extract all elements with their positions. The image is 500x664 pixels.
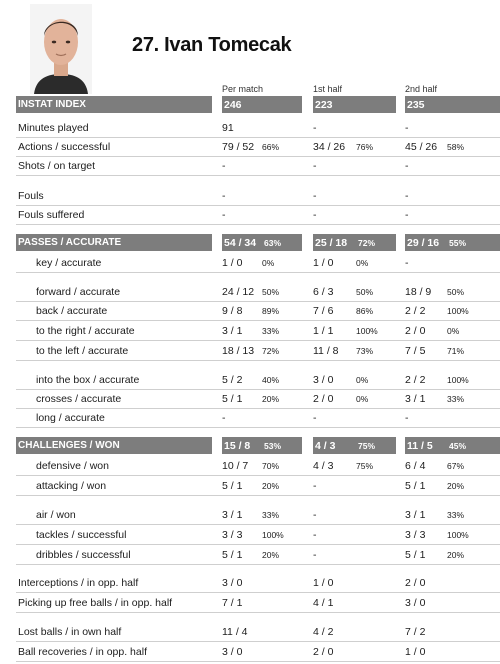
- stat-percent: 100%: [447, 375, 469, 385]
- stat-value: -: [313, 412, 317, 424]
- stat-percent: 72%: [358, 238, 376, 248]
- stat-value: -: [222, 160, 226, 172]
- stat-value: 2 / 0: [313, 393, 334, 405]
- stat-percent: 75%: [356, 461, 374, 471]
- column-header-first-half: 1st half: [313, 84, 343, 94]
- stat-value: 1 / 0: [405, 646, 426, 658]
- section-header-row: [16, 437, 500, 455]
- row-divider: [16, 524, 500, 525]
- stat-value: 2 / 2: [405, 374, 426, 386]
- stat-value: 235: [407, 99, 425, 111]
- row-divider: [16, 320, 500, 321]
- stat-value: -: [405, 209, 409, 221]
- stat-value: 18 / 9: [405, 286, 432, 298]
- stat-percent: 75%: [358, 441, 376, 451]
- stat-label: Lost balls / in own half: [18, 626, 122, 638]
- stat-value: -: [222, 190, 226, 202]
- stat-label: Actions / successful: [18, 141, 111, 153]
- stat-value: -: [313, 160, 317, 172]
- stat-percent: 89%: [262, 306, 280, 316]
- stat-label: Minutes played: [18, 122, 89, 134]
- stat-value: 6 / 4: [405, 460, 426, 472]
- stat-percent: 100%: [447, 530, 469, 540]
- stat-percent: 76%: [356, 142, 374, 152]
- stat-value: 24 / 12: [222, 286, 255, 298]
- stat-percent: 50%: [262, 287, 280, 297]
- stat-percent: 0%: [356, 258, 369, 268]
- stat-value: -: [405, 257, 409, 269]
- stat-value: 2 / 0: [313, 646, 334, 658]
- stat-value: 1 / 1: [313, 325, 334, 337]
- stat-percent: 63%: [264, 238, 282, 248]
- stat-percent: 50%: [356, 287, 374, 297]
- stat-percent: 20%: [262, 394, 280, 404]
- row-divider: [16, 612, 500, 613]
- stat-value: 1 / 0: [313, 577, 334, 589]
- column-header-second-half: 2nd half: [405, 84, 438, 94]
- stat-label: Fouls: [18, 190, 44, 202]
- stat-value: 45 / 26: [405, 141, 438, 153]
- row-divider: [16, 475, 500, 476]
- stat-label: Shots / on target: [18, 160, 96, 172]
- stat-value: 29 / 16: [407, 237, 440, 249]
- stat-value: 223: [315, 99, 333, 111]
- stat-percent: 73%: [356, 346, 374, 356]
- stat-value: 91: [222, 122, 234, 134]
- stat-value: 3 / 0: [222, 646, 243, 658]
- stat-percent: 100%: [447, 306, 469, 316]
- stat-percent: 70%: [262, 461, 280, 471]
- stat-row: [16, 390, 500, 408]
- stat-row: [16, 574, 500, 592]
- stat-label: to the left / accurate: [36, 345, 129, 357]
- stat-label: PASSES / ACCURATE: [18, 237, 122, 248]
- stat-label: back / accurate: [36, 305, 108, 317]
- stat-label: Picking up free balls / in opp. half: [18, 597, 173, 609]
- stat-value: 3 / 3: [222, 529, 243, 541]
- stat-percent: 72%: [262, 346, 280, 356]
- stat-value: 25 / 18: [315, 237, 348, 249]
- stat-value: 11 / 5: [407, 440, 433, 452]
- stat-label: Interceptions / in opp. half: [18, 577, 139, 589]
- stat-value: 4 / 3: [315, 440, 336, 452]
- stat-value: 7 / 5: [405, 345, 426, 357]
- row-divider: [16, 360, 500, 361]
- stat-label: into the box / accurate: [36, 374, 140, 386]
- stat-value: 246: [224, 99, 242, 111]
- stat-label: tackles / successful: [36, 529, 127, 541]
- stat-value: 1 / 0: [313, 257, 334, 269]
- stat-value: 3 / 0: [313, 374, 334, 386]
- row-divider: [16, 661, 500, 662]
- stat-row: [16, 526, 500, 544]
- stat-value: -: [405, 160, 409, 172]
- column-header-per-match: Per match: [222, 84, 264, 94]
- stat-percent: 33%: [447, 394, 465, 404]
- row-divider: [16, 427, 500, 428]
- section-header-row: [16, 234, 500, 252]
- stat-row: [16, 187, 500, 205]
- stat-value: 15 / 8: [224, 440, 251, 452]
- stat-value: 5 / 2: [222, 374, 243, 386]
- stat-value: 3 / 3: [405, 529, 426, 541]
- stat-value: 1 / 0: [222, 257, 243, 269]
- stat-row: [16, 623, 500, 641]
- stat-row: [16, 546, 500, 564]
- stat-row: [16, 283, 500, 301]
- stat-percent: 33%: [447, 510, 465, 520]
- stat-value: 3 / 1: [405, 393, 426, 405]
- stat-value: -: [313, 549, 317, 561]
- row-divider: [16, 272, 500, 273]
- stat-value: 3 / 1: [222, 325, 243, 337]
- stat-value: 5 / 1: [222, 393, 243, 405]
- stat-value: 11 / 4: [222, 626, 248, 638]
- stat-value: 5 / 1: [222, 480, 243, 492]
- stat-value: 3 / 1: [405, 509, 426, 521]
- stat-value: -: [313, 509, 317, 521]
- stat-percent: 55%: [449, 238, 467, 248]
- stat-label: Ball recoveries / in opp. half: [18, 646, 147, 658]
- stat-percent: 20%: [262, 481, 280, 491]
- stat-percent: 0%: [447, 326, 460, 336]
- stat-label: attacking / won: [36, 480, 107, 492]
- stat-value: -: [405, 412, 409, 424]
- stat-row: [16, 506, 500, 524]
- stat-value: 4 / 2: [313, 626, 334, 638]
- stat-value: 5 / 1: [405, 549, 426, 561]
- stat-row: [16, 206, 500, 224]
- stat-value: -: [222, 209, 226, 221]
- row-divider: [16, 340, 500, 341]
- stat-value: 7 / 6: [313, 305, 334, 317]
- stat-value: 7 / 2: [405, 626, 426, 638]
- stat-percent: 40%: [262, 375, 280, 385]
- stat-row: [16, 302, 500, 320]
- stat-value: 79 / 52: [222, 141, 255, 153]
- stat-value: 2 / 0: [405, 325, 426, 337]
- stat-percent: 20%: [262, 550, 280, 560]
- stat-value: 10 / 7: [222, 460, 249, 472]
- stat-label: CHALLENGES / WON: [18, 440, 120, 451]
- stat-percent: 33%: [262, 326, 280, 336]
- stat-value: -: [222, 412, 226, 424]
- stat-percent: 0%: [356, 375, 369, 385]
- stat-row: [16, 119, 500, 137]
- stat-label: to the right / accurate: [36, 325, 135, 337]
- row-divider: [16, 224, 500, 225]
- stat-value: -: [313, 480, 317, 492]
- stat-row: [16, 457, 500, 475]
- stat-percent: 20%: [447, 481, 465, 491]
- stat-percent: 100%: [262, 530, 284, 540]
- stat-row: [16, 477, 500, 495]
- stat-value: -: [405, 122, 409, 134]
- stat-label: forward / accurate: [36, 286, 121, 298]
- stat-value: 3 / 1: [222, 509, 243, 521]
- stat-value: 9 / 8: [222, 305, 243, 317]
- stat-value: 3 / 0: [405, 597, 426, 609]
- stat-percent: 66%: [262, 142, 280, 152]
- stat-value: -: [313, 529, 317, 541]
- stat-value: 11 / 8: [313, 345, 339, 357]
- section-header-row: [16, 96, 500, 114]
- stat-row: [16, 594, 500, 612]
- stat-percent: 33%: [262, 510, 280, 520]
- stat-value: 54 / 34: [224, 237, 257, 249]
- stat-percent: 86%: [356, 306, 374, 316]
- stat-percent: 53%: [264, 441, 282, 451]
- stat-value: 3 / 0: [222, 577, 243, 589]
- row-divider: [16, 592, 500, 593]
- stat-value: -: [405, 190, 409, 202]
- player-name: 27. Ivan Tomecak: [132, 34, 292, 56]
- stat-value: 4 / 3: [313, 460, 334, 472]
- row-divider: [16, 564, 500, 565]
- stat-value: 2 / 2: [405, 305, 426, 317]
- row-divider: [16, 495, 500, 496]
- stat-percent: 20%: [447, 550, 465, 560]
- stat-value: -: [313, 209, 317, 221]
- stat-label: INSTAT INDEX: [18, 99, 86, 110]
- stat-label: Fouls suffered: [18, 209, 85, 221]
- stat-percent: 0%: [356, 394, 369, 404]
- stat-percent: 100%: [356, 326, 378, 336]
- row-divider: [16, 544, 500, 545]
- stat-row: [16, 409, 500, 427]
- stat-value: 7 / 1: [222, 597, 243, 609]
- stat-value: 4 / 1: [313, 597, 334, 609]
- stat-row: [16, 342, 500, 360]
- stat-value: -: [313, 122, 317, 134]
- stat-row: [16, 322, 500, 340]
- stat-label: crosses / accurate: [36, 393, 122, 405]
- stat-percent: 45%: [449, 441, 467, 451]
- stat-value: 5 / 1: [222, 549, 243, 561]
- stat-row: [16, 138, 500, 156]
- row-divider: [16, 175, 500, 176]
- stat-label: key / accurate: [36, 257, 102, 269]
- stat-value: 6 / 3: [313, 286, 334, 298]
- stat-label: dribbles / successful: [36, 549, 131, 561]
- stat-value: 2 / 0: [405, 577, 426, 589]
- stat-value: -: [313, 190, 317, 202]
- stat-percent: 67%: [447, 461, 465, 471]
- stat-percent: 50%: [447, 287, 465, 297]
- stat-value: 18 / 13: [222, 345, 255, 357]
- stat-row: [16, 157, 500, 175]
- stat-value: 34 / 26: [313, 141, 346, 153]
- stat-row: [16, 254, 500, 272]
- stat-label: defensive / won: [36, 460, 109, 472]
- stat-row: [16, 371, 500, 389]
- stat-label: air / won: [36, 509, 76, 521]
- stat-percent: 58%: [447, 142, 465, 152]
- stat-row: [16, 643, 500, 661]
- stat-label: long / accurate: [36, 412, 105, 424]
- stat-percent: 71%: [447, 346, 465, 356]
- stat-value: 5 / 1: [405, 480, 426, 492]
- row-divider: [16, 641, 500, 642]
- stat-percent: 0%: [262, 258, 275, 268]
